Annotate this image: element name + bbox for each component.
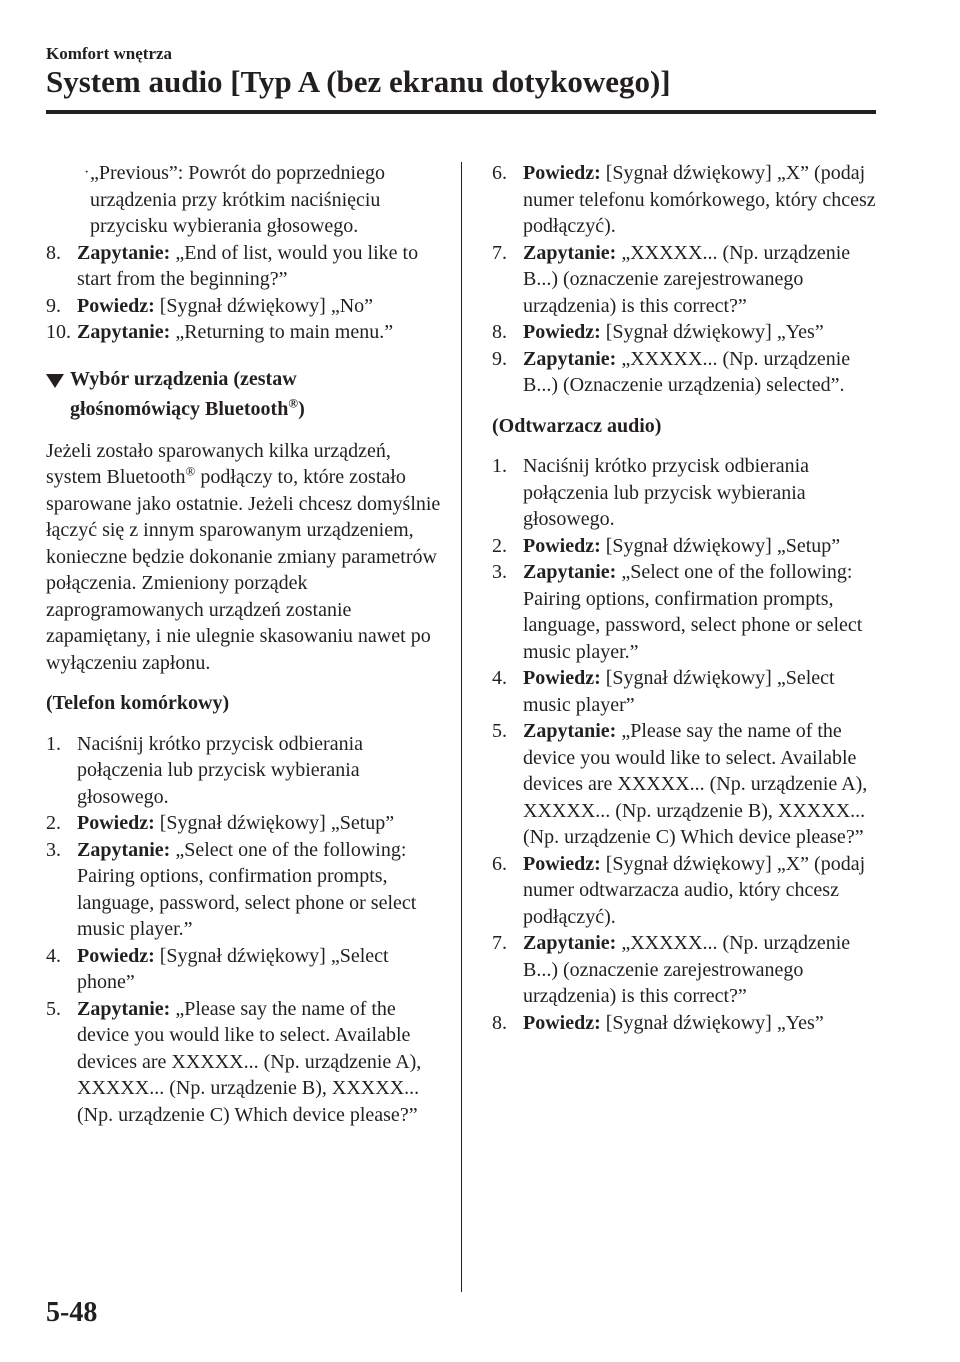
list-item: 1. Naciśnij krótko przycisk odbierania połączenia lub przycisk wybierania głosowego. (492, 455, 810, 530)
list-item: 4. Powiedz: [Sygnał dźwiękowy] „Select music player” (492, 667, 835, 716)
page-title: System audio [Typ A (bez ekranu dotykowego)] (46, 64, 671, 99)
triangle-down-icon (46, 374, 64, 388)
list-item: 7. Zapytanie: „XXXXX... (Np. urządzenie B...) (oznaczenie zarejestrowanego urządzenia) is this correct?” (492, 241, 851, 317)
section-heading: Wybór urządzenia (zestaw głośnomówiący Bluetooth®) (46, 364, 441, 424)
list-item: 8. Powiedz: [Sygnał dźwiękowy] „Yes” (492, 321, 824, 343)
subheading-phone: (Telefon komórkowy) (46, 692, 230, 714)
list-item: 10. Zapytanie: „Returning to main menu.” (46, 321, 394, 343)
list-item: 2. Powiedz: [Sygnał dźwiękowy] „Setup” (492, 534, 841, 557)
left-column (46, 160, 441, 1128)
bullet-previous: · „Previous”: Powrót do poprzedniego urządzenia przy krótkim naciśnięciu przycisku wybierania głosowego. (84, 162, 385, 237)
list-item: 9. Zapytanie: „XXXXX... (Np. urządzenie B...) (Oznaczenie urządzenia) selected”. (492, 347, 851, 396)
section-label: Komfort wnętrza (46, 44, 173, 63)
list-item: 3. Zapytanie: „Select one of the following: Pairing options, confirmation prompts, language, password, select phone or select music player.” (492, 561, 863, 663)
subheading-audio: (Odtwarzacz audio) (492, 414, 662, 437)
list-item: 8. Powiedz: [Sygnał dźwiękowy] „Yes” (492, 1011, 824, 1034)
header-rule (46, 110, 876, 114)
list-item: 3. Zapytanie: „Select one of the following: Pairing options, confirmation prompts, language, password, select phone or select music player.” (46, 838, 417, 940)
list-item: 5. Zapytanie: „Please say the name of the device you would like to select. Available devices are XXXXX... (Np. urządzenie A), XXXXX... (Np. urządzenie B), XXXXX... (Np. urządzenie C) Which device please?” (46, 997, 422, 1126)
list-item: 6. Powiedz: [Sygnał dźwiękowy] „X” (podaj numer telefonu komórkowego, który chcesz podłączyć). (492, 162, 876, 237)
list-item: 6. Powiedz: [Sygnał dźwiękowy] „X” (podaj numer odtwarzacza audio, który chcesz podłączyć). (492, 852, 866, 928)
bullet-dot-icon: · (84, 164, 90, 181)
list-item: 5. Zapytanie: „Please say the name of the device you would like to select. Available devices are XXXXX... (Np. urządzenie A), XXXXX... (Np. urządzenie B), XXXXX... (Np. urządzenie C) Which device please?” (492, 720, 868, 848)
list-item: 8. Zapytanie: „End of list, would you like to start from the beginning?” (46, 241, 419, 290)
right-column (492, 160, 887, 1036)
list-item: 4. Powiedz: [Sygnał dźwiękowy] „Select phone” (46, 944, 389, 993)
list-item: 7. Zapytanie: „XXXXX... (Np. urządzenie B...) (oznaczenie zarejestrowanego urządzenia) is this correct?” (492, 932, 851, 1007)
page-number: 5-48 (46, 1297, 98, 1328)
list-item: 9. Powiedz: [Sygnał dźwiękowy] „No” (46, 294, 374, 317)
body-paragraph: Jeżeli zostało sparowanych kilka urządzeń, system Bluetooth® podłączy to, które zostało sparowane jako ostatnie. Jeżeli chcesz domyślnie łączyć się z innym sparowanym urządzeniem, konieczne będzie dokonanie zmiany parametrów połączenia. Zmieniony porządek zaprogramowanych urządzeń zostanie zapamiętany, i nie ulegnie skasowaniu nawet po wyłączeniu zapłonu. (46, 439, 441, 674)
column-divider (461, 162, 462, 1292)
list-item: 2. Powiedz: [Sygnał dźwiękowy] „Setup” (46, 812, 395, 834)
list-item: 1. Naciśnij krótko przycisk odbierania połączenia lub przycisk wybierania głosowego. (46, 732, 364, 808)
